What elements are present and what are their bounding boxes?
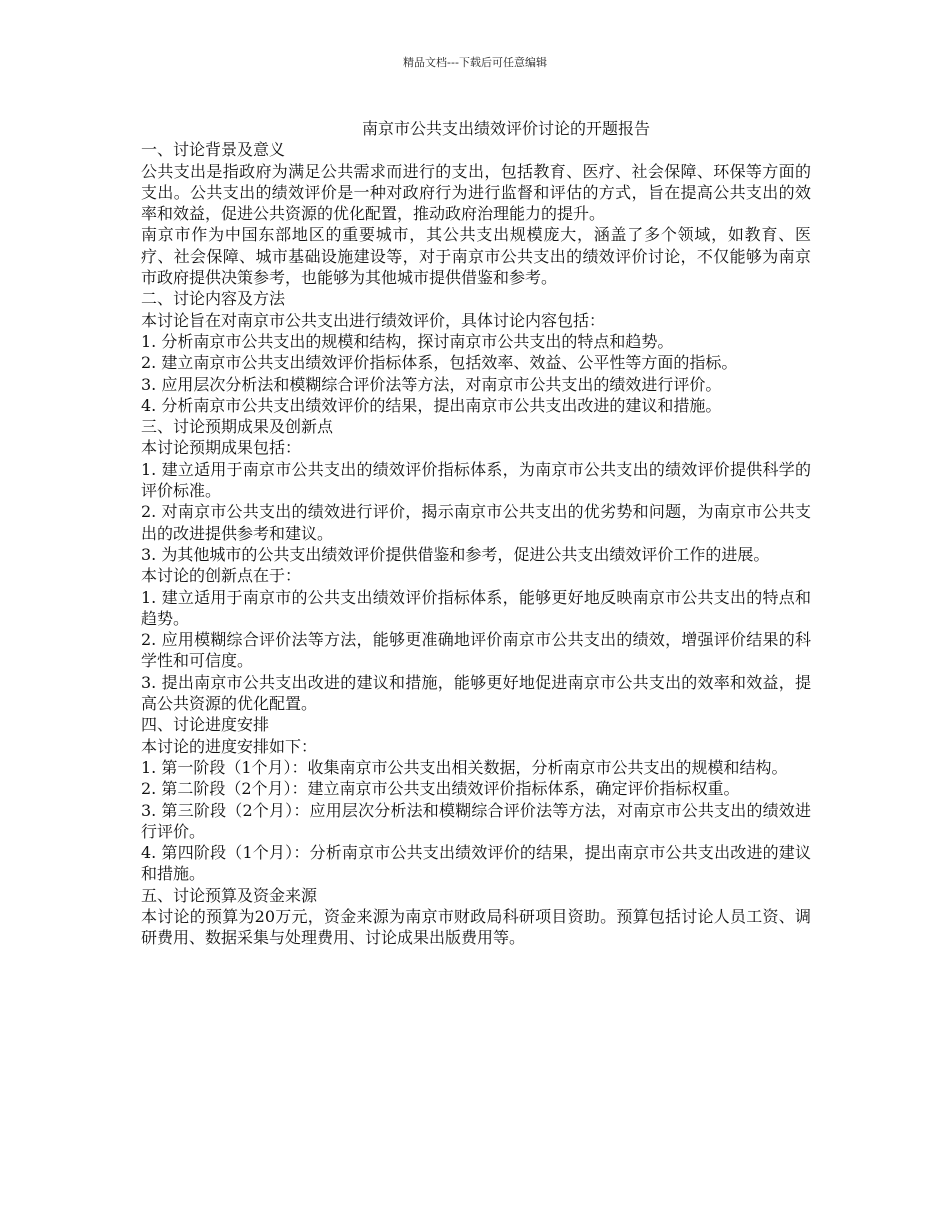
list-item: 2. 对南京市公共支出的绩效进行评价，揭示南京市公共支出的优劣势和问题，为南京市公共支出的改进提供参考和建议。	[141, 502, 811, 543]
paragraph: 本讨论的预算为20万元，资金来源为南京市财政局科研项目资助。预算包括讨论人员工资、调研费用、数据采集与处理费用、讨论成果出版费用等。	[141, 906, 811, 948]
paragraph: 南京市作为中国东部地区的重要城市，其公共支出规模庞大，涵盖了多个领域，如教育、医疗、社会保障、城市基础设施建设等，对于南京市公共支出的绩效评价讨论，不仅能够为南京市政府提供决策参考，也能够为其他城市提供借鉴和参考。	[141, 225, 811, 288]
section-heading-4: 四、讨论进度安排	[141, 715, 270, 735]
list-item: 1. 建立适用于南京市公共支出的绩效评价指标体系，为南京市公共支出的绩效评价提供科学的评价标准。	[141, 459, 811, 501]
paragraph: 本讨论的进度安排如下：	[141, 736, 318, 756]
list-item: 1. 分析南京市公共支出的规模和结构，探讨南京市公共支出的特点和趋势。	[141, 331, 674, 351]
document-title: 南京市公共支出绩效评价讨论的开题报告	[361, 119, 650, 138]
section-heading-2: 二、讨论内容及方法	[141, 289, 286, 309]
paragraph: 本讨论旨在对南京市公共支出进行绩效评价，具体讨论内容包括：	[141, 310, 606, 330]
list-item: 2. 第二阶段（2个月）：建立南京市公共支出绩效评价指标体系，确定评价指标权重。	[141, 779, 740, 799]
list-item: 3. 第三阶段（2个月）：应用层次分析法和模糊综合评价法等方法，对南京市公共支出的绩效进行评价。	[141, 800, 811, 841]
list-item: 2. 建立南京市公共支出绩效评价指标体系，包括效率、效益、公平性等方面的指标。	[141, 353, 738, 373]
paragraph: 本讨论预期成果包括：	[141, 438, 302, 458]
list-item: 4. 分析南京市公共支出绩效评价的结果，提出南京市公共支出改进的建议和措施。	[141, 395, 722, 415]
list-item: 3. 为其他城市的公共支出绩效评价提供借鉴和参考，促进公共支出绩效评价工作的进展。	[141, 544, 770, 564]
list-item: 3. 应用层次分析法和模糊综合评价法等方法，对南京市公共支出的绩效进行评价。	[141, 374, 722, 394]
page-header: 精品文档---下载后可任意编辑	[403, 56, 547, 69]
list-item: 2. 应用模糊综合评价法等方法，能够更准确地评价南京市公共支出的绩效，增强评价结果的科学性和可信度。	[141, 630, 811, 671]
list-item: 4. 第四阶段（1个月）：分析南京市公共支出绩效评价的结果，提出南京市公共支出改进的建议和措施。	[141, 843, 811, 884]
list-item: 3. 提出南京市公共支出改进的建议和措施，能够更好地促进南京市公共支出的效率和效益，提高公共资源的优化配置。	[141, 672, 811, 714]
list-item: 1. 第一阶段（1个月）：收集南京市公共支出相关数据，分析南京市公共支出的规模和结构。	[141, 757, 788, 777]
paragraph: 本讨论的创新点在于：	[141, 566, 302, 586]
document-body	[141, 118, 811, 949]
section-heading-1: 一、讨论背景及意义	[141, 140, 286, 160]
section-heading-5: 五、讨论预算及资金来源	[141, 885, 318, 905]
paragraph: 公共支出是指政府为满足公共需求而进行的支出，包括教育、医疗、社会保障、环保等方面的支出。公共支出的绩效评价是一种对政府行为进行监督和评估的方式，旨在提高公共支出的效率和效益，促进公共资源的优化配置，推动政府治理能力的提升。	[141, 161, 811, 224]
section-heading-3: 三、讨论预期成果及创新点	[141, 417, 334, 437]
list-item: 1. 建立适用于南京市的公共支出绩效评价指标体系，能够更好地反映南京市公共支出的特点和趋势。	[141, 587, 811, 628]
